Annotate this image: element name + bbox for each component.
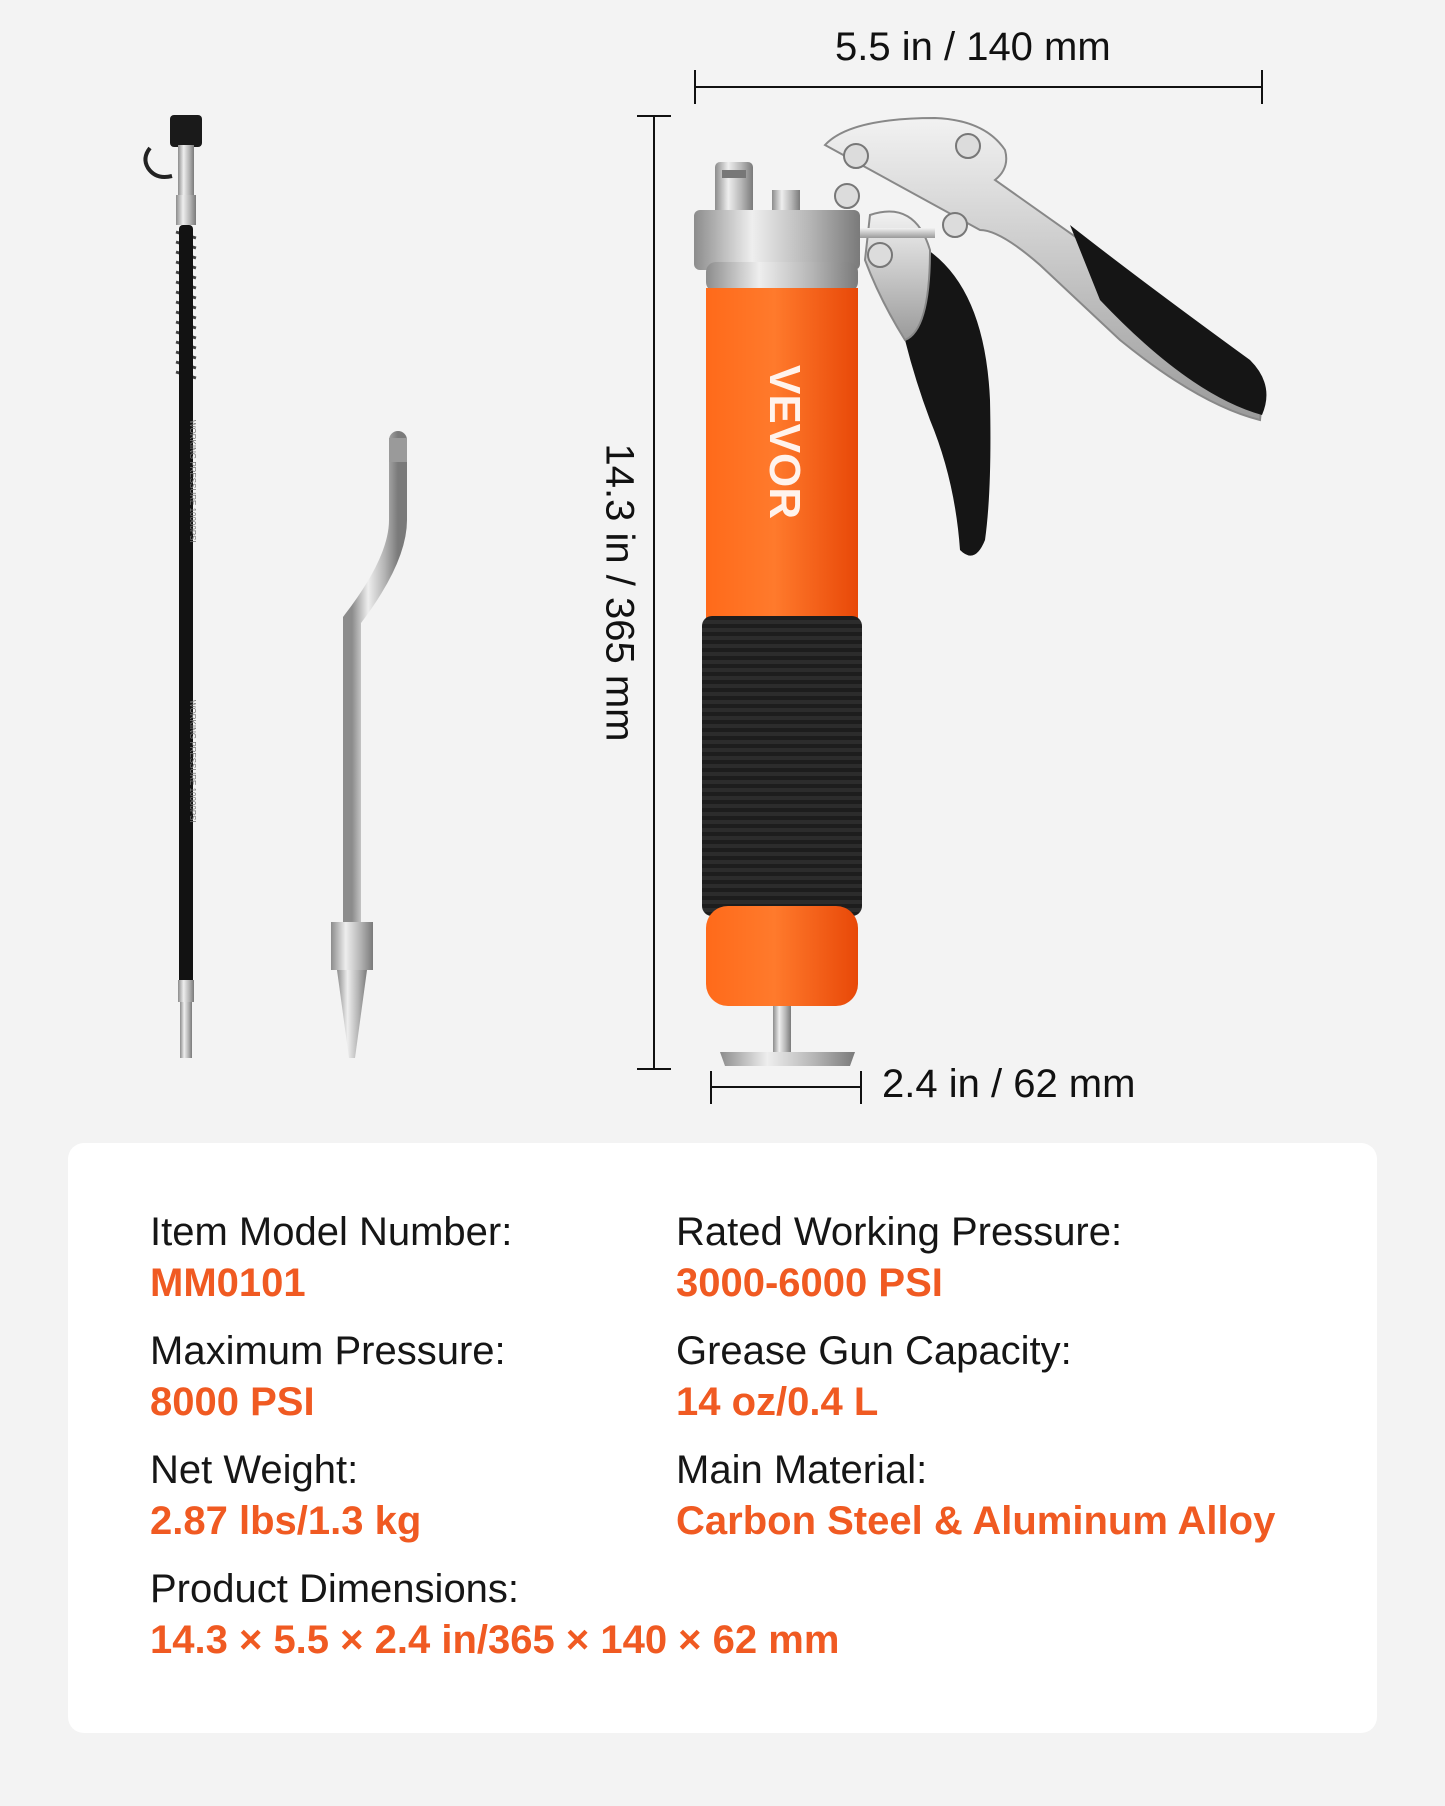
- base-dimension-line: [711, 1071, 861, 1104]
- spec-dimensions: [150, 1564, 839, 1666]
- spec-dimensions-label: Product Dimensions:: [150, 1567, 520, 1611]
- spec-net-weight: [150, 1445, 421, 1547]
- grease-gun: [694, 118, 1266, 1066]
- rigid-extension: [331, 438, 407, 1058]
- spec-material-label: Main Material:: [676, 1448, 928, 1492]
- spec-net-weight-label: Net Weight:: [150, 1448, 359, 1492]
- brand-logo: VEVOR: [760, 365, 809, 520]
- spec-capacity-value: 14 oz/0.4 L: [676, 1380, 879, 1424]
- spec-working-pressure: [676, 1207, 1122, 1309]
- spec-max-pressure-label: Maximum Pressure:: [150, 1329, 506, 1373]
- spec-max-pressure: [150, 1326, 506, 1428]
- spec-working-pressure-value: 3000-6000 PSI: [676, 1261, 943, 1305]
- height-dimension-line: [637, 116, 671, 1069]
- spec-net-weight-value: 2.87 lbs/1.3 kg: [150, 1499, 422, 1543]
- height-dimension-label: 14.3 in / 365 mm: [597, 443, 642, 742]
- spec-card: [68, 1143, 1377, 1733]
- spec-material-value: Carbon Steel & Aluminum Alloy: [676, 1499, 1276, 1543]
- width-dimension-label: 5.5 in / 140 mm: [835, 25, 1111, 69]
- base-dimension-label: 2.4 in / 62 mm: [882, 1062, 1136, 1106]
- spec-max-pressure-value: 8000 PSI: [150, 1380, 315, 1424]
- spec-model-label: Item Model Number:: [150, 1210, 513, 1254]
- spec-model-value: MM0101: [150, 1261, 306, 1305]
- spec-dimensions-value: 14.3 × 5.5 × 2.4 in/365 × 140 × 62 mm: [150, 1618, 840, 1662]
- flex-hose: [145, 115, 202, 1058]
- spec-capacity: [676, 1326, 1072, 1428]
- spec-model: [150, 1207, 512, 1309]
- hose-print-text-2: WORKING PRESSURE 10000PSI: [188, 700, 197, 823]
- spec-working-pressure-label: Rated Working Pressure:: [676, 1210, 1123, 1254]
- spec-material: [676, 1445, 1275, 1547]
- width-dimension-line: [695, 70, 1262, 104]
- hose-print-text: WORKING PRESSURE 10000PSI: [188, 420, 197, 543]
- spec-capacity-label: Grease Gun Capacity:: [676, 1329, 1072, 1373]
